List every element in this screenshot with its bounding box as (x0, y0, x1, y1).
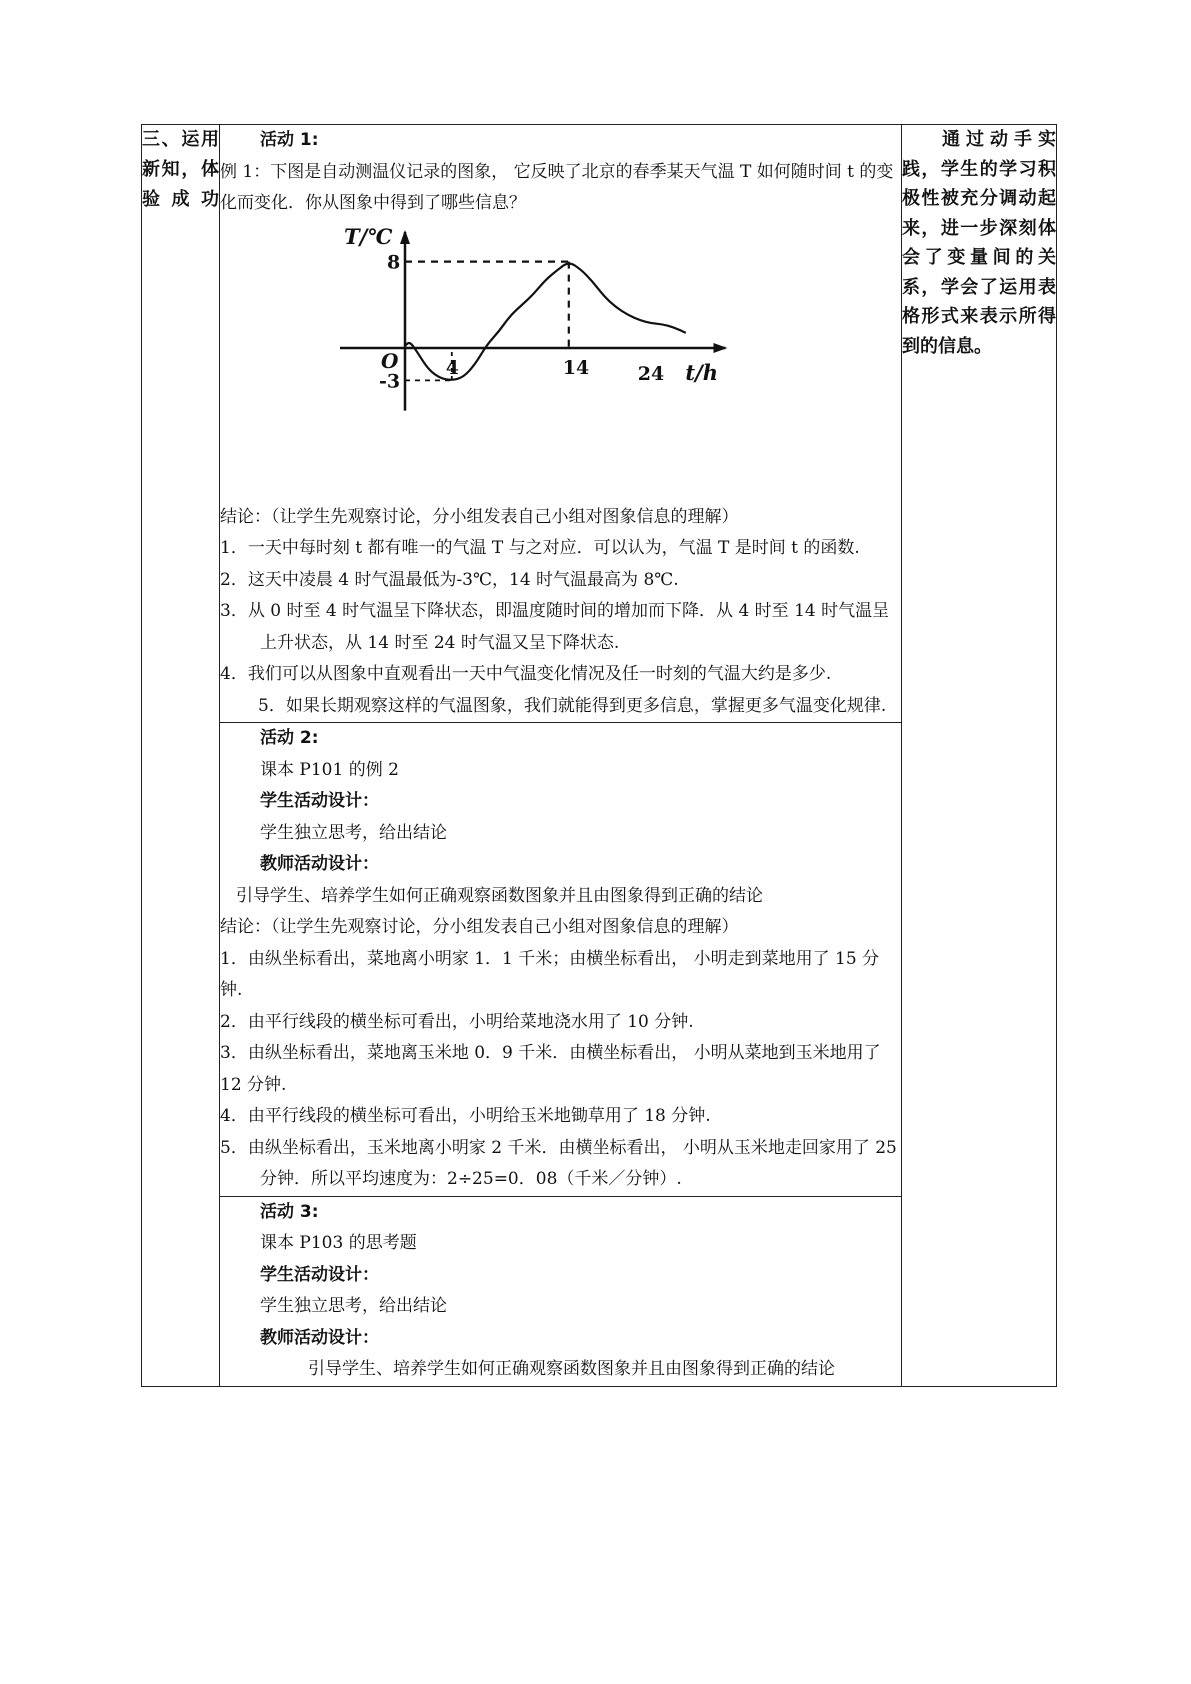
y-axis-label: T/℃ (344, 223, 393, 249)
y-tick-label: -3 (379, 369, 401, 392)
activity2-teacher-text: 引导学生、培养学生如何正确观察函数图象并且由图象得到正确的结论 (236, 885, 763, 906)
list-item: 3．从 0 时至 4 时气温呈下降状态，即温度随时间的增加而下降．从 4 时至 14 时气温呈上升状态，从 14 时至 24 时气温又呈下降状态. (220, 601, 890, 653)
activity2-cell (220, 723, 902, 1197)
list-item: 4．由平行线段的横坐标可看出，小明给玉米地锄草用了 18 分钟. (220, 1106, 711, 1126)
activity2-title: 活动 2: (260, 728, 319, 748)
stage-cell (142, 125, 220, 1387)
temperature-chart (220, 220, 901, 502)
y-tick-label: 8 (387, 251, 401, 274)
lesson-table (141, 124, 1057, 1387)
list-item: 2．由平行线段的横坐标可看出，小明给菜地浇水用了 10 分钟. (220, 1011, 694, 1032)
list-item: 3．由纵坐标看出，菜地离玉米地 0．9 千米．由横坐标看出， 小明从菜地到玉米地用了 12 分钟. (220, 1043, 881, 1095)
activity2-teacher-heading: 教师活动设计： (260, 854, 379, 874)
origin-label: O (381, 348, 399, 373)
activity3-title: 活动 3: (260, 1201, 319, 1222)
list-item: 2．这天中凌晨 4 时气温最低为-3℃，14 时气温最高为 8℃. (220, 569, 679, 590)
x-axis-label: t/h (685, 359, 718, 385)
purpose-cell (902, 125, 1057, 1387)
activity3-student-text: 学生独立思考，给出结论 (260, 1296, 447, 1316)
activity3-textbook: 课本 P103 的思考题 (260, 1233, 417, 1253)
activity3-student-heading: 学生活动设计： (260, 1264, 379, 1285)
activity1-conclusion-intro: 结论：（让学生先观察讨论，分小组发表自己小组对图象信息的理解） (220, 506, 739, 527)
list-item: 1．由纵坐标看出，菜地离小明家 1．1 千米；由横坐标看出， 小明走到菜地用了 15 分钟. (220, 948, 880, 1000)
activity2-conclusion-intro: 结论：（让学生先观察讨论，分小组发表自己小组对图象信息的理解） (220, 917, 739, 937)
list-item: 5．如果长期观察这样的气温图象，我们就能得到更多信息，掌握更多气温变化规律. (258, 695, 887, 716)
activity1-title: 活动 1: (260, 130, 319, 150)
x-tick-label: 24 (637, 362, 665, 385)
table-row (142, 125, 1057, 723)
x-tick-label: 4 (445, 356, 460, 379)
activity3-cell (220, 1196, 902, 1386)
temperature-chart-svg (220, 220, 718, 502)
activity2-student-heading: 学生活动设计： (260, 791, 379, 811)
activity3-teacher-heading: 教师活动设计： (260, 1327, 379, 1348)
activity3-teacher-text: 引导学生、培养学生如何正确观察函数图象并且由图象得到正确的结论 (308, 1359, 835, 1379)
activity1-question: 例 1：下图是自动测温仪记录的图象， 它反映了北京的春季某天气温 T 如何随时间 t 的变化而变化．你从图象中得到了哪些信息？ (220, 161, 894, 213)
x-tick-label: 14 (562, 356, 590, 379)
activity1-cell (220, 125, 902, 723)
activity2-textbook: 课本 P101 的例 2 (260, 759, 399, 780)
list-item: 1．一天中每时刻 t 都有唯一的气温 T 与之对应．可以认为，气温 T 是时间 t 的函数. (220, 538, 860, 558)
stage-label: 三、运用新知，体验成功 (142, 129, 219, 210)
list-item: 5．由纵坐标看出，玉米地离小明家 2 千米．由横坐标看出， 小明从玉米地走回家用了 25 分钟．所以平均速度为：2÷25=0．08（千米／分钟）. (220, 1137, 897, 1189)
activity2-student-text: 学生独立思考，给出结论 (260, 822, 447, 843)
list-item: 4．我们可以从图象中直观看出一天中气温变化情况及任一时刻的气温大约是多少. (220, 664, 832, 684)
purpose-text: 通过动手实践，学生的学习积极性被充分调动起来，进一步深刻体会了变量间的关系，学会了运用表格形式来表示所得到的信息。 (902, 129, 1056, 357)
